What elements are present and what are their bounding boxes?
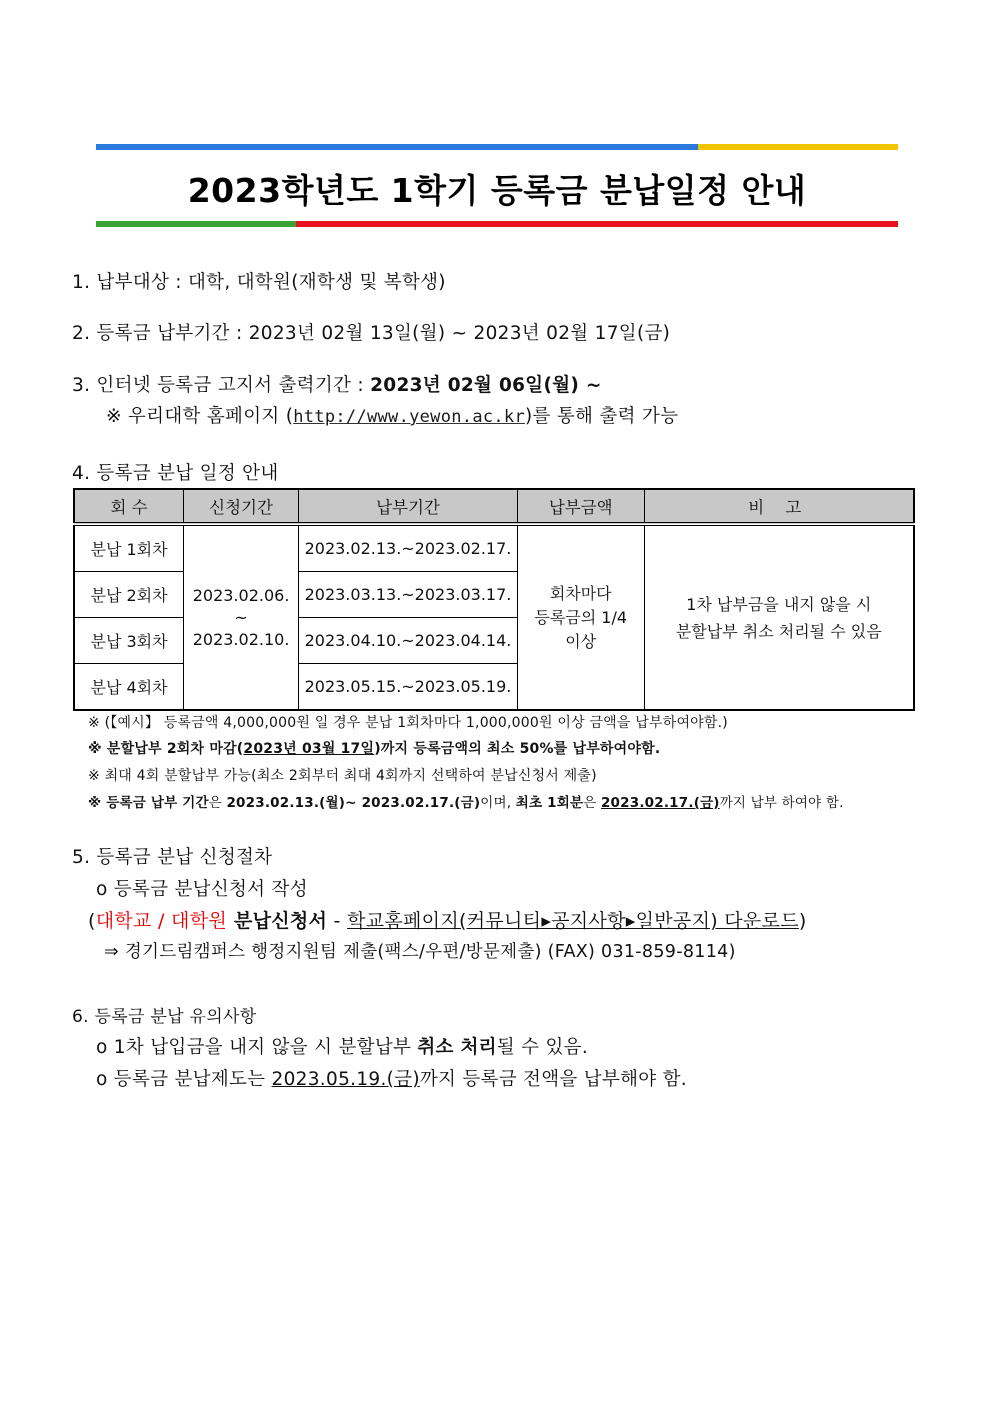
amount-line-3: 이상: [565, 631, 597, 651]
period-cell: 2023.02.13.~2023.02.17.: [299, 524, 518, 572]
item-5-sub: o 등록금 분납신청서 작성: [96, 879, 308, 900]
item-3-date: 2023년 02월 06일(월) ~: [370, 375, 602, 396]
header-remarks: 비 고: [644, 489, 914, 524]
table-note-2-b: 2023년 03월 17일: [243, 741, 375, 757]
table-note-4-d: 이며,: [480, 795, 516, 811]
table-note-2-c: )까지 등록금액의 최소 50%를 납부하여야함.: [374, 741, 661, 757]
remarks-cell: [644, 524, 914, 710]
item-6-line-1-a: o 1차 납입금을 내지 않을 시 분할납부: [96, 1037, 418, 1058]
header-apply-period: 신청기간: [184, 489, 299, 524]
apply-start: 2023.02.06.: [192, 585, 290, 605]
item-6-line-1: [96, 1033, 588, 1059]
installment-schedule-table: [73, 488, 915, 711]
table-note-4-e: 최초 1회분: [515, 795, 584, 811]
table-note-4-c: 2023.02.13.(월)~ 2023.02.17.(금): [226, 795, 481, 811]
round-cell: 분납 3회차: [74, 618, 184, 664]
item-6-line-2-b: 2023.05.19.(금): [271, 1069, 420, 1090]
item-2-payment-period: 2. 등록금 납부기간 : 2023년 02월 13일(월) ~ 2023년 02월 17일(금): [72, 323, 671, 344]
round-cell: 분납 1회차: [74, 524, 184, 572]
apply-end: 2023.02.10.: [192, 629, 290, 649]
table-note-4-f: 은: [583, 795, 601, 811]
item-6-line-2-c: 까지 등록금 전액을 납부해야 함.: [419, 1069, 687, 1090]
item-3-note-prefix: ※ 우리대학 홈페이지 (: [106, 406, 294, 427]
table-note-4-h: 까지 납부 하여야 함.: [719, 795, 844, 811]
header-amount: 납부금액: [517, 489, 644, 524]
item-5-download-link[interactable]: 학교홈페이지(커뮤니티▸공지사항▸일반공지) 다운로드: [347, 910, 799, 932]
remarks-line-1: 1차 납부금을 내지 않을 시: [686, 594, 872, 614]
title-bottom-bar-green: [96, 221, 296, 227]
remarks-line-2: 분할납부 취소 처리될 수 있음: [675, 621, 882, 641]
table-note-1: ※ (【예시】 등록금액 4,000,000원 일 경우 분납 1회차마다 1,000,000원 이상 금액을 납부하여야함.): [88, 715, 728, 731]
document-title: 2023학년도 1학기 등록금 분납일정 안내: [187, 171, 807, 210]
header-payment-period: 납부기간: [299, 489, 518, 524]
amount-line-1: 회차마다: [549, 583, 612, 603]
table-note-4: [88, 791, 844, 811]
apply-period-cell: [184, 524, 299, 710]
item-3-print-period: [72, 371, 602, 397]
apply-tilde: ~: [234, 607, 248, 627]
table-row: [74, 524, 914, 572]
item-6-heading: 6. 등록금 분납 유의사항: [72, 1007, 257, 1027]
table-note-4-g: 2023.02.17.(금): [600, 795, 720, 811]
item-5-heading: 5. 등록금 분납 신청절차: [72, 847, 273, 868]
round-cell: 분납 4회차: [74, 664, 184, 711]
table-note-4-b: 은: [208, 795, 227, 811]
item-6-line-2: [96, 1065, 687, 1091]
title-top-bar-blue: [96, 144, 698, 150]
item-5-submit: ⇒ 경기드림캠퍼스 행정지원팀 제출(팩스/우편/방문제출) (FAX) 031-859-8114): [104, 942, 736, 962]
item-3-prefix: 3. 인터넷 등록금 고지서 출력기간 :: [72, 375, 371, 396]
item-3-note: [106, 402, 678, 428]
table-note-2: [88, 738, 660, 758]
period-cell: 2023.05.15.~2023.05.19.: [299, 664, 518, 711]
title-bottom-bar-red: [296, 221, 898, 227]
round-cell: 분납 2회차: [74, 572, 184, 618]
item-6-line-1-c: 될 수 있음.: [496, 1037, 589, 1058]
item-6-line-2-a: o 등록금 분납제도는: [96, 1069, 272, 1090]
table-note-2-a: ※ 분할납부 2회차 마감(: [88, 741, 244, 757]
table-header-row: [74, 489, 914, 524]
item-5-form-info: [88, 906, 807, 933]
item-3-note-suffix: )를 통해 출력 가능: [525, 406, 679, 427]
item-5-dash: -: [327, 910, 348, 932]
table-note-4-a: ※ 등록금 납부 기간: [88, 795, 209, 811]
table-note-3: ※ 최대 4회 분할납부 가능(최소 2회부터 최대 4회까지 선택하여 분납신청서 제출): [88, 768, 597, 784]
header-round: 회 수: [74, 489, 184, 524]
title-top-bar-yellow: [698, 144, 898, 150]
item-4-heading: 4. 등록금 분납 일정 안내: [72, 463, 279, 484]
period-cell: 2023.03.13.~2023.03.17.: [299, 572, 518, 618]
amount-line-2: 등록금의 1/4: [534, 607, 628, 627]
item-5-bold-text: 분납신청서: [227, 910, 328, 932]
period-cell: 2023.04.10.~2023.04.14.: [299, 618, 518, 664]
amount-cell: [517, 524, 644, 710]
item-5-paren-open: (: [88, 910, 96, 932]
item-5-red-text: 대학교 / 대학원: [95, 910, 228, 932]
homepage-link[interactable]: http://www.yewon.ac.kr: [293, 407, 526, 427]
item-6-line-1-b: 취소 처리: [417, 1037, 497, 1058]
item-1-target: 1. 납부대상 : 대학, 대학원(재학생 및 복학생): [72, 272, 446, 293]
item-5-paren-close: ): [798, 910, 807, 932]
